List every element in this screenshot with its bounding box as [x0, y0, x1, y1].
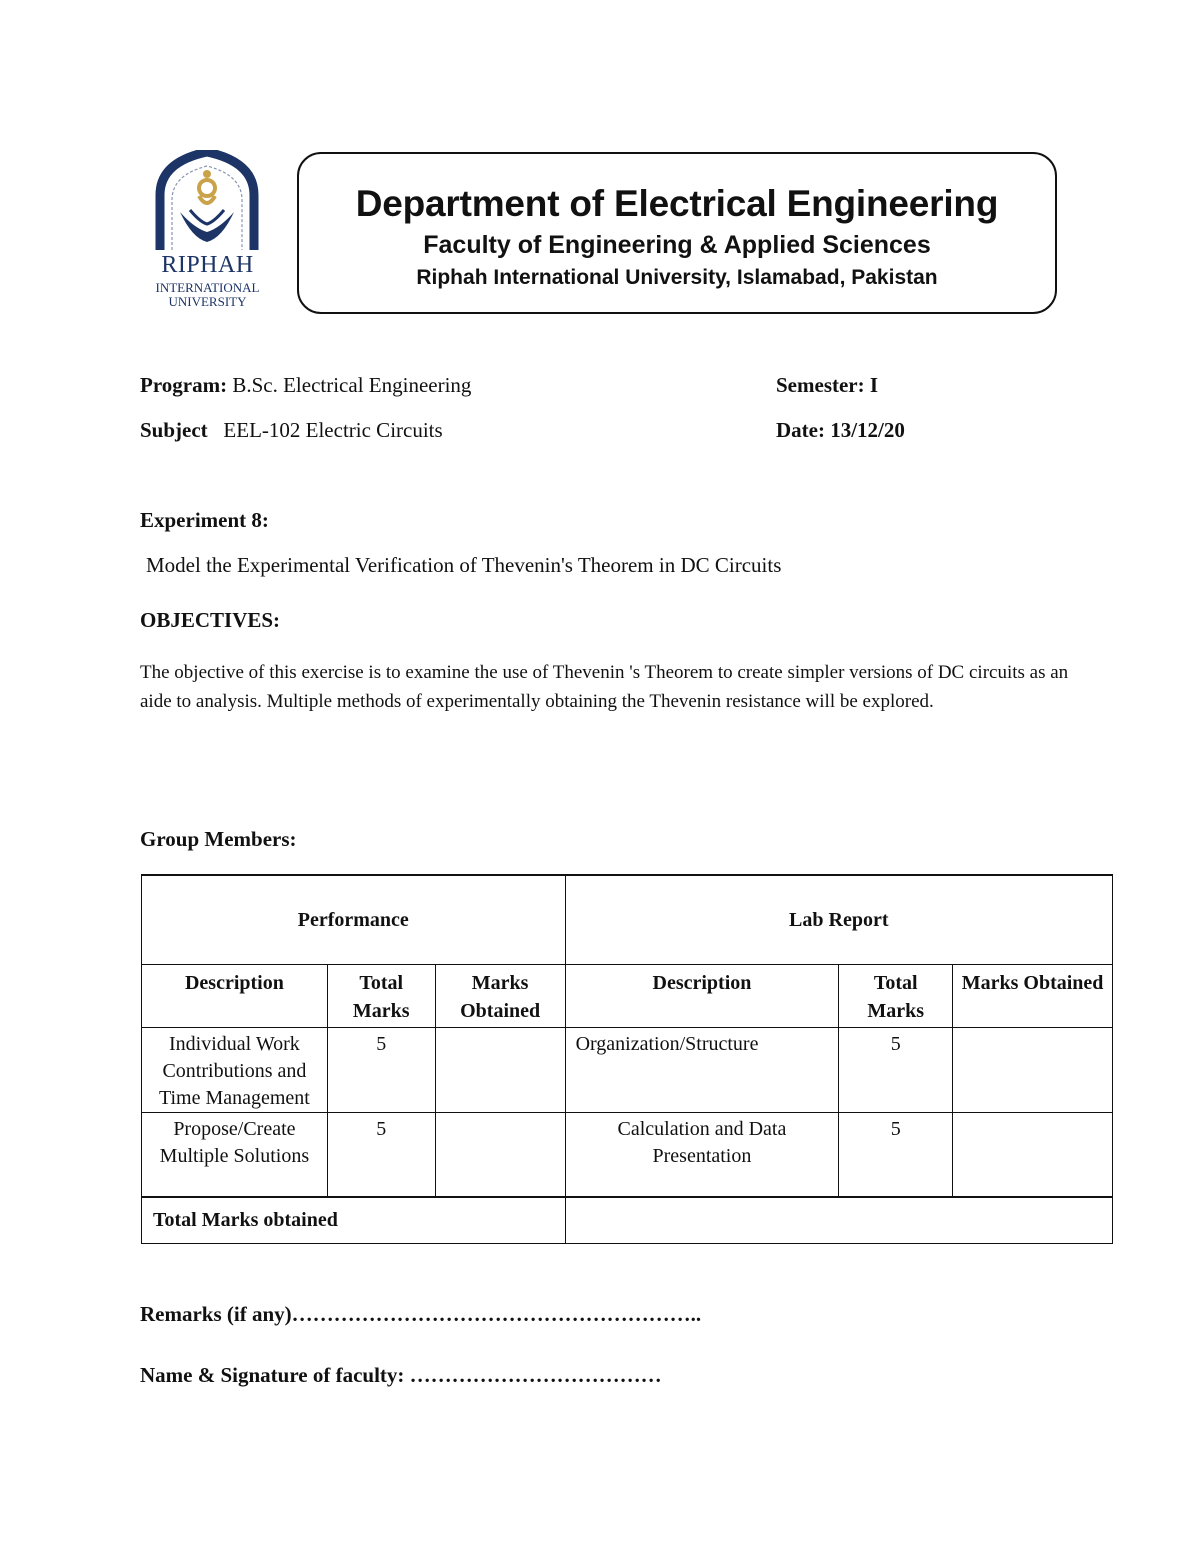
experiment-title: Experiment 8:	[140, 508, 269, 532]
program-value: B.Sc. Electrical Engineering	[232, 373, 472, 397]
table-cell: 5	[839, 1028, 953, 1113]
column-header: Total Marks	[839, 965, 953, 1028]
university-title: Riphah International University, Islamabad, Pakistan	[416, 266, 938, 289]
department-title: Department of Electrical Engineering	[355, 183, 999, 224]
marks-table	[141, 874, 1113, 1244]
group-members-label: Group Members:	[140, 827, 297, 851]
table-section-header-row	[142, 875, 1113, 965]
subject-value: EEL-102 Electric Circuits	[223, 418, 443, 442]
logo-line2: INTERNATIONAL	[155, 280, 260, 295]
experiment-description: Model the Experimental Verification of Thevenin's Theorem in DC Circuits	[146, 553, 782, 577]
column-header: Description	[565, 965, 839, 1028]
table-cell: Calculation and Data Presentation	[565, 1113, 839, 1198]
table-cell: Individual Work Contributions and Time Management	[142, 1028, 328, 1113]
table-cell: 5	[327, 1028, 435, 1113]
logo-line3: UNIVERSITY	[168, 294, 247, 309]
marks-entry-cell[interactable]	[953, 1028, 1113, 1113]
column-header: Total Marks	[327, 965, 435, 1028]
total-marks-label: Total Marks obtained	[142, 1197, 566, 1244]
program-line	[140, 373, 471, 398]
remarks-line: Remarks (if any)…………………………………………………..	[140, 1302, 702, 1326]
marks-entry-cell[interactable]	[435, 1028, 565, 1113]
total-row	[142, 1197, 1113, 1244]
program-label: Program:	[140, 373, 228, 397]
total-marks-value[interactable]	[565, 1197, 1112, 1244]
marks-entry-cell[interactable]	[953, 1113, 1113, 1198]
subject-label: Subject	[140, 418, 208, 442]
table-row	[142, 1028, 1113, 1113]
logo-emblem-icon	[150, 150, 265, 255]
column-header: Marks Obtained	[953, 965, 1113, 1028]
table-cell: 5	[327, 1113, 435, 1198]
table-cell: Organization/Structure	[565, 1028, 839, 1113]
logo-wordmark	[150, 253, 265, 308]
table-cell: 5	[839, 1113, 953, 1198]
semester: Semester: I	[776, 373, 879, 397]
table-row	[142, 1113, 1113, 1198]
column-header: Description	[142, 965, 328, 1028]
logo-name: RIPHAH	[161, 252, 254, 278]
subject-line	[140, 418, 443, 443]
table-cell: Propose/Create Multiple Solutions	[142, 1113, 328, 1198]
faculty-title: Faculty of Engineering & Applied Sciences	[423, 231, 931, 259]
university-logo	[150, 150, 265, 315]
date: Date: 13/12/20	[776, 418, 905, 442]
table-column-header-row	[142, 965, 1113, 1028]
objectives-title: OBJECTIVES:	[140, 608, 281, 632]
faculty-signature-line: Name & Signature of faculty: ………………………………	[140, 1363, 662, 1387]
objectives-text: The objective of this exercise is to examine the use of Thevenin 's Theorem to create simpler versions of DC circuits as an aide to analysis. Multiple methods of experimentally obtaining the Thevenin resistance will be explored.	[140, 662, 1069, 712]
lab-report-header: Lab Report	[565, 875, 1112, 965]
performance-header: Performance	[142, 875, 566, 965]
marks-entry-cell[interactable]	[435, 1113, 565, 1198]
header-box	[297, 152, 1057, 314]
column-header: Marks Obtained	[435, 965, 565, 1028]
